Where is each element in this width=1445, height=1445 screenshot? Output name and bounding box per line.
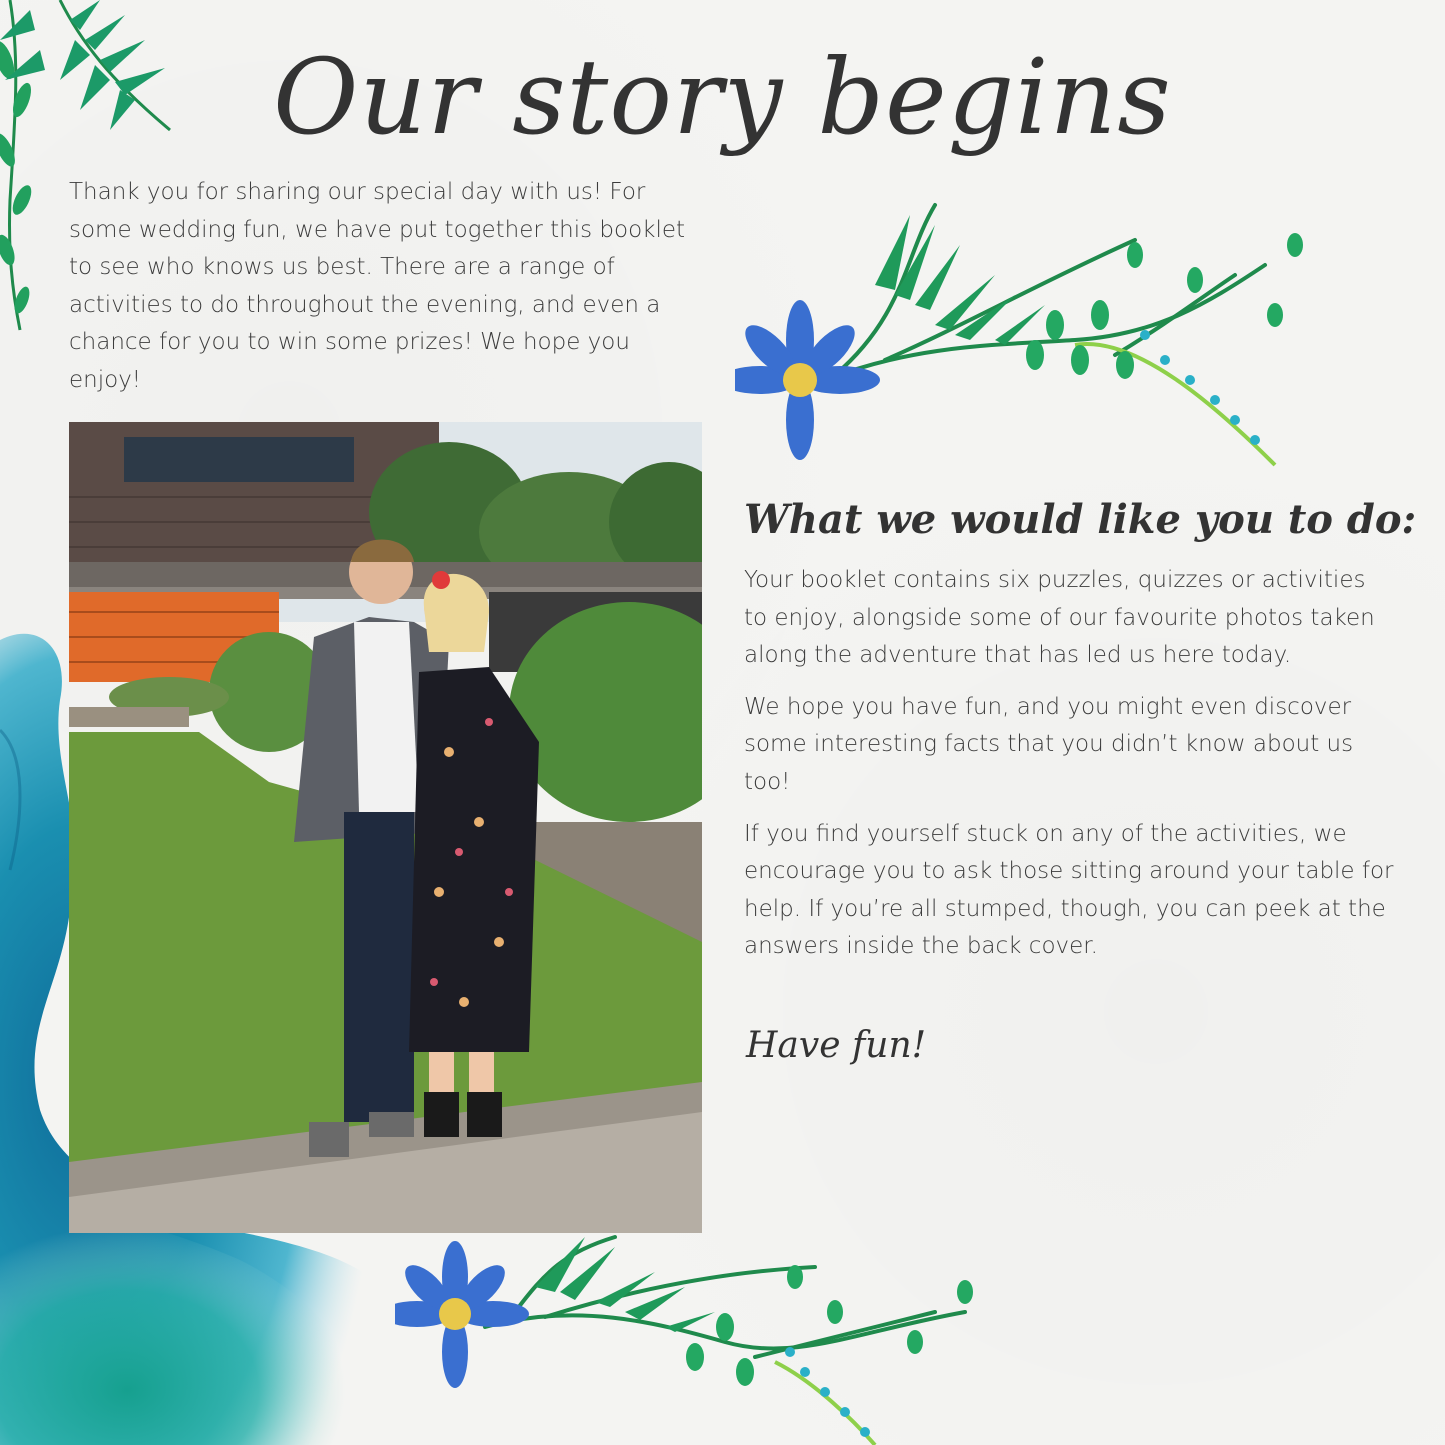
instructions-column <box>744 562 1394 980</box>
instructions-paragraph-1: Your booklet contains six puzzles, quizzes or activities to enjoy, alongside some of our favourite photos taken along the adventure that has led us here today. <box>744 567 1375 669</box>
instructions-paragraph-2: We hope you have fun, and you might even discover some interesting facts that you didn’t know about us too! <box>744 693 1354 795</box>
section-subheading: What we would like you to do: <box>744 496 1417 543</box>
page-title: Our story begins <box>273 36 1172 158</box>
intro-paragraph: Thank you for sharing our special day with us! For some wedding fun, we have put together this booklet to see who knows us best. There are a range of activities to do throughout the evening, and even a chance for you to win some prizes! We hope you enjoy! <box>69 179 686 393</box>
blue-flower-fern-flourish-icon <box>735 195 1325 485</box>
instructions-paragraph-3: If you find yourself stuck on any of the activities, we encourage you to ask those sitting around your table for help. If you’re all stumped, though, you can peek at the answers inside the back cover. <box>744 820 1394 960</box>
couple-photo <box>69 422 702 1233</box>
blue-flower-fern-flourish-icon <box>395 1232 995 1445</box>
signoff-text: Have fun! <box>746 1025 927 1066</box>
